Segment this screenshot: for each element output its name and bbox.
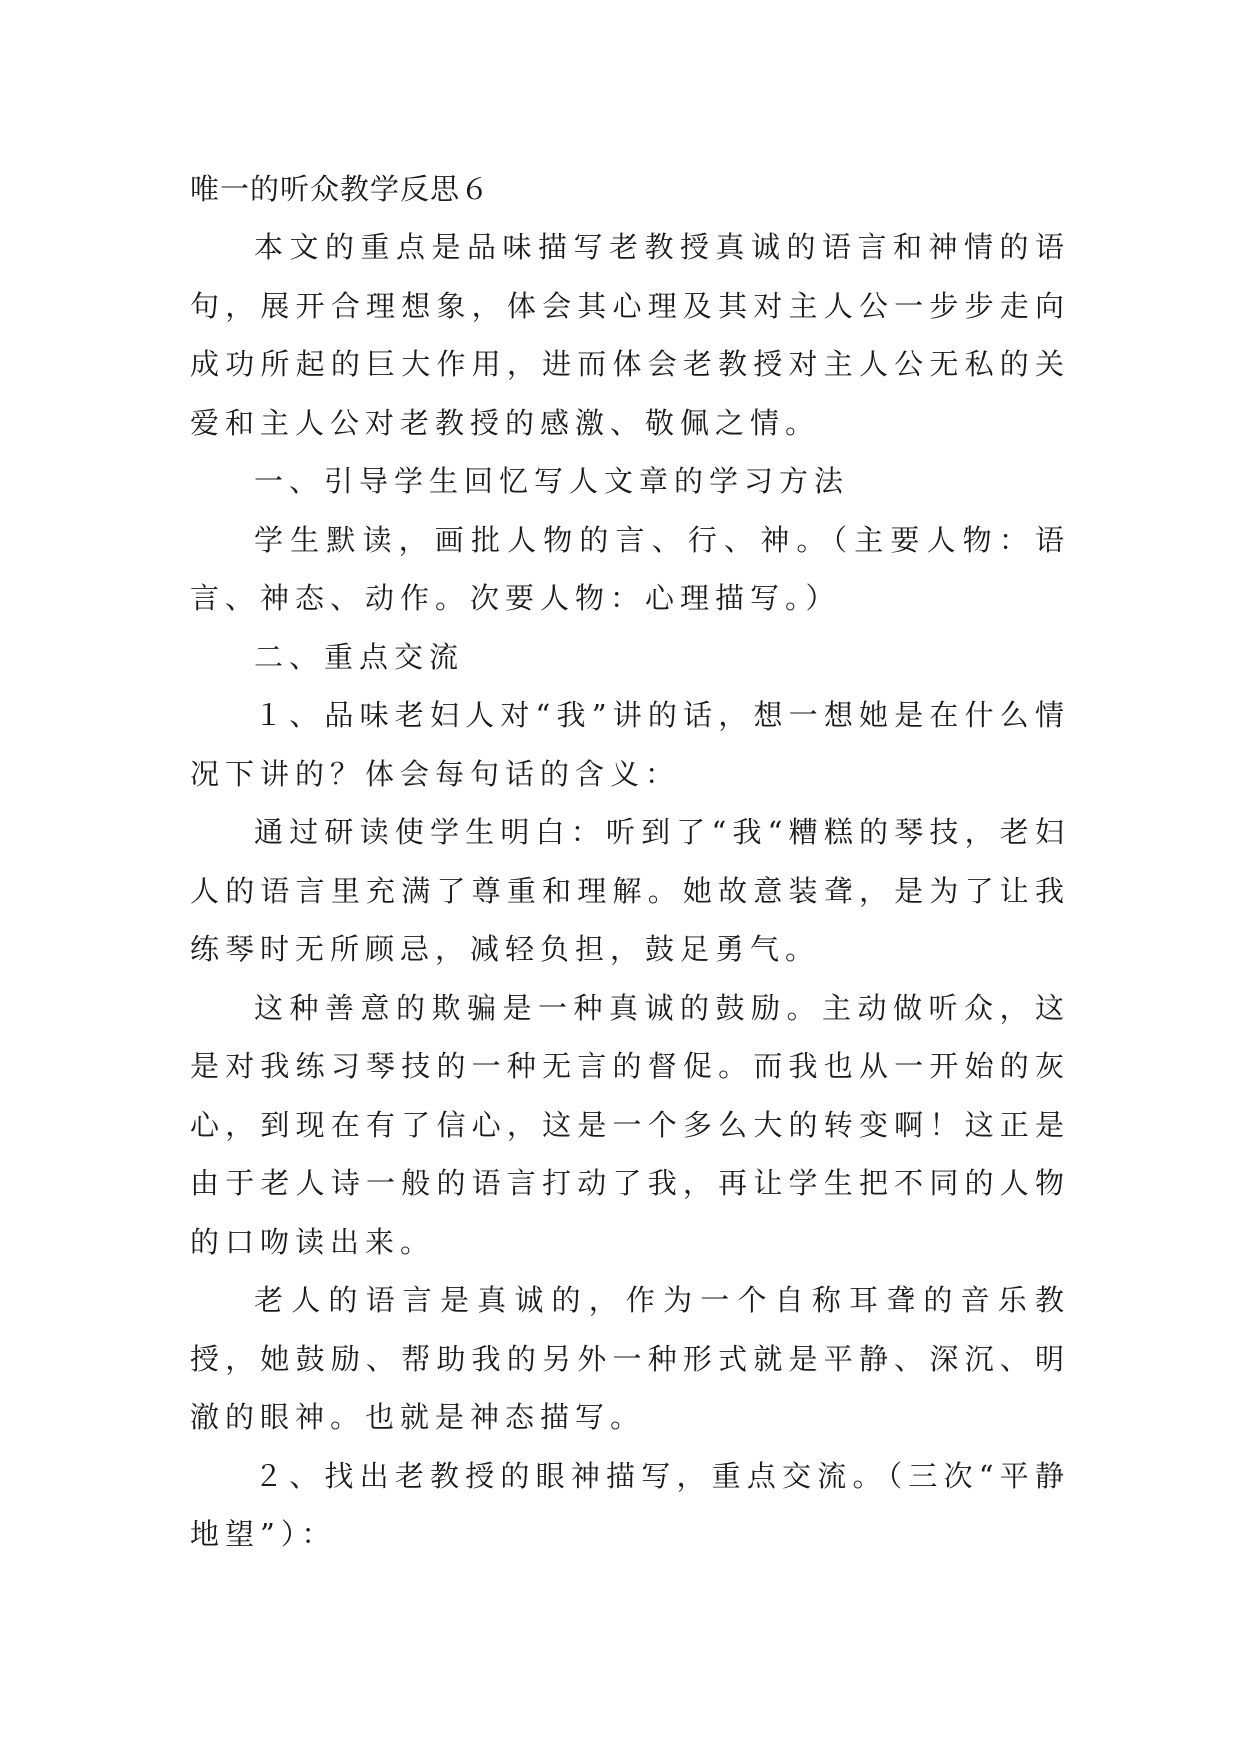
document-page <box>190 160 1070 1564</box>
paragraph-reading: 学生默读，画批人物的言、行、神。（主要人物：语言、神态、动作。次要人物：心理描写。） <box>190 522 1070 615</box>
section-heading-2: 二、重点交流 <box>254 639 465 674</box>
subsection-1: １、品味老妇人对“我”讲的话，想一想她是在什么情况下讲的？体会每句话的含义： <box>190 698 1070 791</box>
subsection-2: ２、找出老教授的眼神描写，重点交流。（三次“平静地望”）： <box>190 1458 1070 1551</box>
paragraph-study: 通过研读使学生明白：听到了“我“糟糕的琴技，老妇人的语言里充满了尊重和理解。她故意装聋，是为了让我练琴时无所顾忌，减轻负担，鼓足勇气。 <box>190 815 1070 966</box>
section-heading-1: 一、引导学生回忆写人文章的学习方法 <box>254 464 850 498</box>
paragraph-language: 老人的语言是真诚的，作为一个自称耳聋的音乐教授，她鼓励、帮助我的另外一种形式就是平静、深沉、明澈的眼神。也就是神态描写。 <box>190 1283 1070 1434</box>
paragraph-intro: 本文的重点是品味描写老教授真诚的语言和神情的语句，展开合理想象，体会其心理及其对主人公一步步走向成功所起的巨大作用，进而体会老教授对主人公无私的关爱和主人公对老教授的感激、敬佩之情。 <box>190 230 1070 440</box>
paragraph-encouragement: 这种善意的欺骗是一种真诚的鼓励。主动做听众，这是对我练习琴技的一种无言的督促。而我也从一开始的灰心，到现在有了信心，这是一个多么大的转变啊！这正是由于老人诗一般的语言打动了我，再让学生把不同的人物的口吻读出来。 <box>190 990 1070 1259</box>
document-title: 唯一的听众教学反思６ <box>190 172 491 206</box>
